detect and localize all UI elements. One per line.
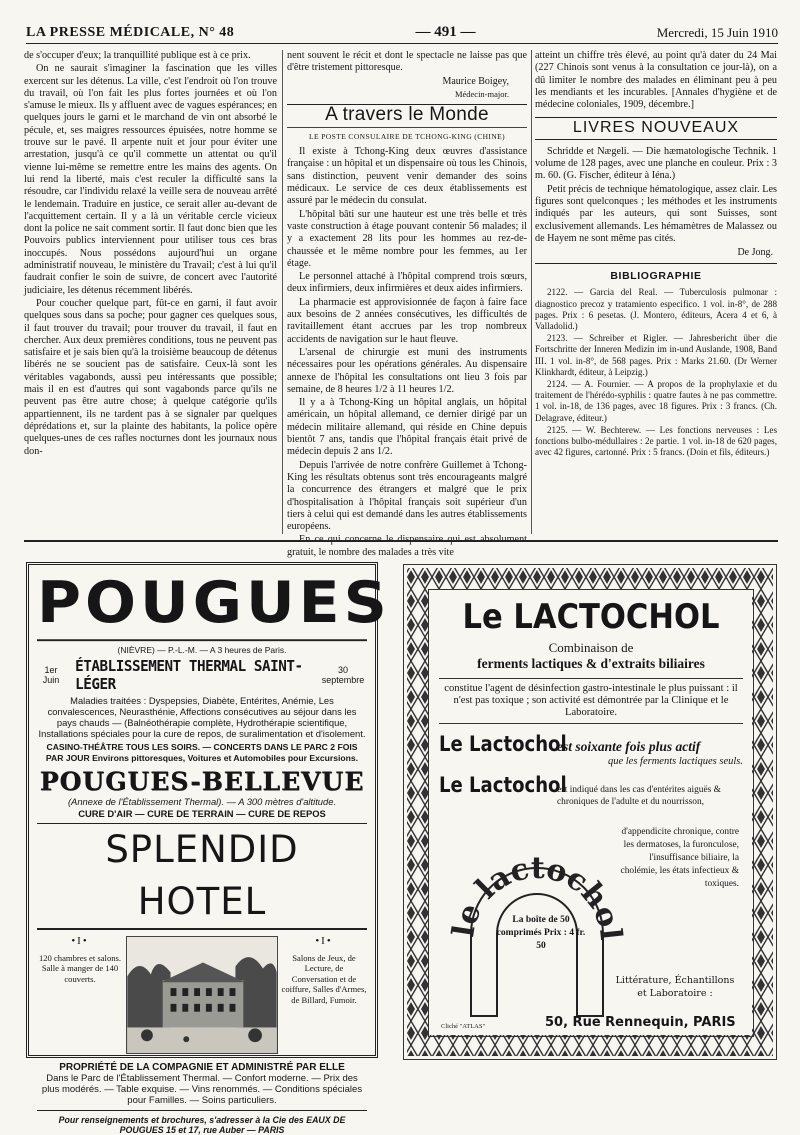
article-subhead: LE POSTE CONSULAIRE DE TCHONG-KING (CHINE) <box>308 131 506 141</box>
paragraph: On ne saurait s'imaginer la fascination que les villes exercent sur les détenus. La ville, c'est l'endroit où l'on trouve du travail, où l'on fait les plus fortes journées et où l'on s'amuse le mieux. Ils y affluent avec de vagues espérances; en quelques jours le garni et le marchand de vin ont absorbé le pécule, et, ses maigres ressources épuisées, notre homme se trouve sur le pavé. Il arpente nuit et jour pour éviter une arrestation, jusqu'à ce qu'il commette un attentat ou qu'il vienne lui-même se remettre entre les mains des agents. On lui rend la liberté, mais c'est reculer la difficulté sans la résoudre, car l'individu relaxé la veille sera de nouveau arrêté le lendemain. Traduire en justice, ce serait aller au-devant de l'acquittement certain. Il y a là un véritable cercle vicieux dont la police ne sait comment sortir. Il faut donc bien que les Pouvoirs publics interviennent pour utiliser tous ces bras inoccupés. Nous possédons aujourd'hui un organe administratif nouveau, le ministère du Travail; c'est à lui qu'il faudrait confier le soin de suivre, de concert avec l'autorité judiciaire, les détenus récemment libérés. <box>24 63 277 296</box>
bibliography-entry: 2124. — A. Fournier. — A propos de la prophylaxie et du traitement de l'hérédo-syphilis : quatre fautes à ne pas commettre. 1 vol. in-18, de 136 pages, avec 18 figures. Prix : 3 francs. (Ch. Delagrave, éditeur.) <box>535 379 777 423</box>
book-review: Petit précis de technique hématologique, assez clair. Les figures sont quelconques ; les méthodes et les instruments indiqués par les auteurs, qui sont Suisses, sont exclusivement allemands. Les hémamètres de Malassez ou de Hayem ne sont même pas cités. <box>535 183 777 244</box>
paragraph: L'hôpital bâti sur une hauteur est une très belle et très vaste construction à étage pouvant contenir 56 malades; il y a exactement 28 lits pour les hommes au rez-de-chaussée et le même nombre pour les femmes, au 1er étage. <box>287 208 527 269</box>
ad-features: Dans le Parc de l'Établissement Thermal. — Confort moderne. — Prix des plus modérés. — Table exquise. — Vins renommés. — Conditions spéciales pour Familles. — Soins particuliers. <box>41 1073 363 1106</box>
column-1 <box>24 50 277 459</box>
reviewer-signature: De Jong. <box>737 247 773 259</box>
ad-contact: Pour renseignements et brochures, s'adresser à la Cie des EAUX DE POUGUES 15 et 17, rue Auber — PARIS <box>37 1110 367 1135</box>
issue-date: Mercredi, 15 Juin 1910 <box>656 24 778 40</box>
ad-casino: CASINO-THÉÂTRE TOUS LES SOIRS. — CONCERTS DANS LE PARC 2 FOIS PAR JOUR Environs pittoresques, Voitures et Automobiles pour Excursions. <box>45 742 359 763</box>
ad-bellevue: POUGUES-BELLEVUE <box>39 767 365 796</box>
section-title: BIBLIOGRAPHIE <box>610 270 702 283</box>
advertisement-lactochol <box>403 564 777 1060</box>
page-header <box>26 22 778 44</box>
ad-title: Le LACTOCHOL <box>462 597 720 637</box>
hotel-info <box>37 936 367 1054</box>
ad-claim-qualifier: que les ferments lactiques seuls. <box>607 756 743 767</box>
ad-ownership: PROPRIÉTÉ DE LA COMPAGNIE ET ADMINISTRÉ PAR ELLE <box>59 1062 345 1073</box>
lactochol-content <box>428 589 754 1037</box>
ad-title: POUGUES <box>37 571 367 641</box>
column-3 <box>535 50 777 460</box>
paragraph: Il y a à Tchong-King un hôpital anglais, un hôpital américain, un hôpital allemand, ce dernier dirigé par un médecin militaire allemand, qui réside en Chine depuis bientôt 7 ans, tandis que l'hôpital français était privé de médecin depuis 2 ans 1/2. <box>287 397 527 458</box>
bibliography-entry: 2122. — Garcia del Real. — Tuberculosis pulmonar : diagnostico precoz y tratamiento especifico. 1 vol. in-8°, de 288 pages. Prix : 6 pesetas. (J. Montero, éditeurs, Acera 4 et 6, à Valladolid.) <box>535 287 777 332</box>
brand-name: Le Lactochol <box>439 732 567 756</box>
ad-literature: Littérature, Échantillons et Laboratoire : <box>615 975 735 999</box>
column-2 <box>287 50 527 560</box>
column-divider <box>282 50 283 534</box>
ad-price: La boîte de 50 comprimés Prix : 4 fr. 50 <box>496 915 586 951</box>
page-number: — 491 — <box>415 24 476 40</box>
section-title: LIVRES NOUVEAUX <box>535 117 777 139</box>
ad-annexe: (Annexe de l'Établissement Thermal). — A 300 mètres d'altitude. <box>67 796 337 807</box>
paragraph: En ce qui concerne le dispensaire qui est absolument gratuit, le nombre des malades a très vite <box>287 534 527 558</box>
paragraph: La pharmacie est approvisionnée de façon à faire face aux besoins de 2 années consécutives, les difficultés de ravitaillement étant accrues par les trop nombreux accidents de navigation sur le haut fleuve. <box>287 296 527 345</box>
paragraph: L'arsenal de chirurgie est muni des instruments nécessaires pour les opérations générales. Au dispensaire annexe de l'hôpital les consultations ont lieu 3 fois par semaine, de 8 heures 1/2 à 11 heures 1/2. <box>287 346 527 395</box>
ad-treatments: Maladies traitées : Dyspepsies, Diabète, Entérites, Anémie, Les convalescences, Neurasthénie, Affections consécutives au séjour dans les pays chauds — (Balnéothérapie complète, Hydrothérapie scientifique, Installations spéciales pour la cure de repos, de suralimentation et d'isolement. <box>38 695 366 739</box>
paragraph: Il existe à Tchong-King deux œuvres d'assistance française : un hôpital et un dispensaire où tous les Chinois, sans distinction, peuvent venir demander des soins médicaux. Le service de ces deux établissements est assuré par le médecin du consulat. <box>287 146 527 207</box>
ad-indication: est indiqué dans les cas d'entérites aiguës & chroniques de l'adulte et du nourrisson, <box>557 785 721 807</box>
journal-title: LA PRESSE MÉDICALE, N° 48 <box>26 24 235 40</box>
season-start: 1er Juin <box>42 665 60 685</box>
paragraph: Pour coucher quelque part, fût-ce en garni, il faut avoir quelques sous dans sa poche; pour gagner ces quelques sous, il faut trouver du travail; pour trouver du travail, il faut en chercher. Aux deux premières conditions, tous ne peuvent pas satisfaire et je sais bien qu'à la troisième beaucoup de détenus libérés ne se soucient pas de satisfaire. Ceux-là sont les véritables vagabonds, aussi peu intéressants que possible; mais il en est d'autres qui sont vagabonds parce qu'ils ne peuvent pas être autre chose; à quelque catégorie qu'ils appartiennent, ils ne tardent pas à se signaler par quelques déprédations et, sur la plainte des habitants, la police opère quelques-unes de ces rafles nocturnes dont les journaux nous don- <box>24 297 277 457</box>
ad-hotel-title: SPLENDID HOTEL <box>37 824 367 930</box>
ad-address: 50, Rue Rennequin, PARIS <box>545 1015 736 1030</box>
divider <box>287 127 527 128</box>
paragraph: Depuis l'arrivée de notre confrère Guillemet à Tchong-King les résultats obtenus sont très encourageants malgré la concurrence des étrangers et malgré que le prix d'hospitalisation à l'hôpital français soit supérieur d'un tiers à celui qui est demandé dans les autres établissements européens. <box>287 459 527 533</box>
paragraph: de s'occuper d'eux; la tranquillité publique est à ce prix. <box>24 50 251 61</box>
section-title: A travers le Monde <box>325 103 489 125</box>
brand-name: Le Lactochol <box>439 773 567 797</box>
author-role: Médecin-major. <box>454 88 509 99</box>
signature <box>287 76 527 100</box>
ad-formula: ferments lactiques & d'extraits biliaires <box>477 656 705 671</box>
bibliography-entry: 2123. — Schreiber et Rigler. — Jahresbericht über die Fortschritte der Inneren Medizin im in-und Auslande, 1908, Band III. 1 vol. in-8°, de 568 pages. Prix : Marks 21.60. (Dr Werner Klinkhardt, éditeur, à Leipzig.) <box>535 333 777 377</box>
ad-location: (NIÈVRE) — P.-L.-M. — A 3 heures de Paris. <box>117 645 287 655</box>
establishment-name: ÉTABLISSEMENT THERMAL SAINT-LÉGER <box>75 657 303 693</box>
book-entry: Schridde et Nægeli. — Die hæmatologische Technik. 1 volume de 128 pages, avec une planche en couleur. Prix : 3 m. 60. (G. Fischer, éditeur à Iéna.) <box>535 145 777 182</box>
paragraph: nent souvent le récit et dont le spectacle ne laisse pas que d'être tristement pittoresque. <box>287 50 527 74</box>
bibliography-list <box>535 287 777 458</box>
ornament-icon: •I• <box>315 935 333 947</box>
hotel-amenities: •I• Salons de Jeux, de Lecture, de Conversation et de coiffure, Salles d'Armes, de Billard, Fumoir. <box>281 935 367 1005</box>
ad-establishment <box>37 657 367 693</box>
ad-cures: CURE D'AIR — CURE DE TERRAIN — CURE DE REPOS <box>37 808 367 824</box>
paragraph: atteint un chiffre très élevé, au point qu'à dater du 24 Mai (227 Chinois sont venus à la consultation ce jour-là), on a dû limiter le nombre des malades en éliminant peu à peu les mendiants et les incurables. [Annales d'hygiène et de médecine coloniales, 1909, décembre.] <box>535 50 777 111</box>
paragraph: Le personnel attaché à l'hôpital comprend trois sœurs, deux infirmiers, deux infirmières et deux aides infirmiers. <box>287 271 527 295</box>
hotel-capacity: •I• 120 chambres et salons. Salle à manger de 140 couverts. <box>38 935 122 984</box>
season-end: 30 septembre <box>321 665 365 685</box>
divider <box>535 263 777 264</box>
ornament-icon: •I• <box>71 935 89 947</box>
ad-subtitle: Combinaison de <box>548 640 634 655</box>
ad-description: constitue l'agent de désinfection gastro-intestinale le plus puissant : il n'est pas toxique ; son activité est démontrée par la Clinique et le Laboratoire. <box>439 678 743 724</box>
bibliography-entry: 2125. — W. Bechterew. — Les fonctions nerveuses : Les fonctions bulbo-médullaires : 2e partie. 1 vol. in-18 de 620 pages, avec 42 figures, cartonné. Prix : 5 francs. (Doin et fils, éditeurs.) <box>535 424 777 458</box>
author-name: Maurice Boigey, <box>442 75 509 87</box>
printer-credit: Cliché "ATLAS" <box>441 1023 486 1030</box>
ad-claim: est soixante fois plus actif <box>557 739 701 754</box>
column-divider <box>531 50 532 534</box>
hotel-engraving-icon <box>126 936 278 1054</box>
advertisement-pougues <box>26 562 391 1135</box>
page-divider <box>24 540 778 542</box>
svg-text:le lactochol: le lactochol <box>446 850 629 942</box>
ad-indications-list: d'appendicite chronique, contre les dermatoses, la furonculose, l'insuffisance biliaire, la cholémie, les états infectieux & toxiques. <box>620 827 739 889</box>
